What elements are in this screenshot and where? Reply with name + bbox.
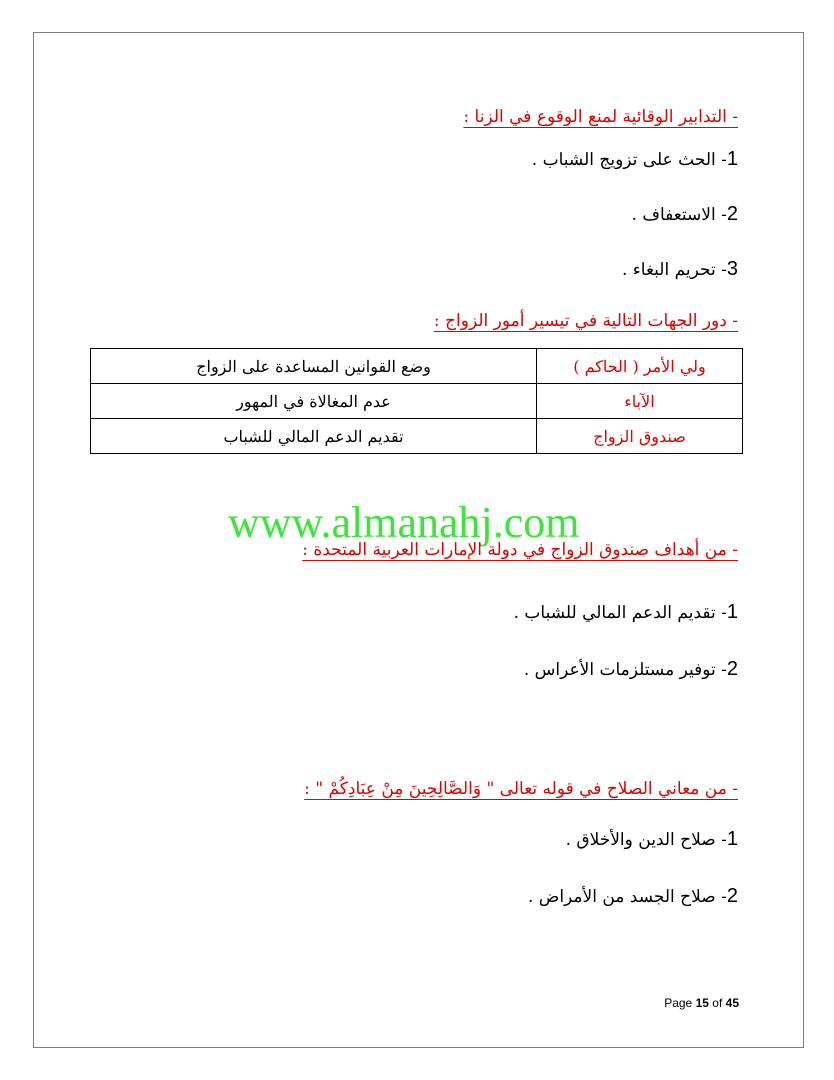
item-number: 1	[726, 828, 738, 850]
heading-marriage-fund-goals: - من أهداف صندوق الزواج في دولة الإمارات العربية المتحدة :	[302, 540, 738, 560]
table-row	[91, 349, 743, 384]
item-number: 3	[726, 258, 738, 280]
page-prefix: Page	[664, 996, 693, 1010]
item-number: 2	[726, 658, 738, 680]
item-text: - تحريم البغاء .	[621, 260, 727, 280]
item-number: 2	[726, 885, 738, 907]
current-page: 15	[695, 996, 709, 1010]
table-row	[91, 419, 743, 454]
item-text: - صلاح الدين والأخلاق .	[565, 830, 727, 850]
table-cell-role: تقديم الدعم المالي للشباب	[91, 419, 537, 454]
item-text: - الاستعفاف .	[631, 205, 727, 225]
item-number: 1	[726, 601, 738, 623]
heading-preventive-measures: - التدابير الوقائية لمنع الوقوع في الزنا :	[463, 107, 738, 127]
table-cell-role: وضع القوانين المساعدة على الزواج	[91, 349, 537, 384]
item-text: - توفير مستلزمات الأعراس .	[523, 660, 727, 680]
list-item	[566, 828, 738, 851]
item-text: - تقديم الدعم المالي للشباب .	[513, 603, 727, 623]
heading-marriage-roles: - دور الجهات التالية في تيسير أمور الزواج :	[433, 311, 738, 331]
table-cell-entity: الآباء	[537, 384, 743, 419]
item-text: - الحث على تزويج الشباب .	[531, 150, 727, 170]
table-cell-entity: صندوق الزواج	[537, 419, 743, 454]
table-cell-role: عدم المغالاة في المهور	[91, 384, 537, 419]
list-item	[622, 258, 738, 281]
item-number: 2	[726, 203, 738, 225]
page-number	[664, 996, 739, 1010]
total-pages: 45	[725, 996, 739, 1010]
page-of: of	[712, 996, 723, 1010]
list-item	[632, 203, 738, 226]
heading-meanings-of-righteousness: - من معاني الصلاح في قوله تعالى " وَالصَّالِحِينَ مِنْ عِبَادِكُمْ " :	[304, 779, 738, 799]
list-item	[514, 601, 738, 624]
roles-table	[90, 348, 743, 454]
table-cell-entity: ولي الأمر ( الحاكم )	[537, 349, 743, 384]
list-item	[528, 885, 738, 908]
item-number: 1	[726, 148, 738, 170]
item-text: - صلاح الجسد من الأمراض .	[527, 887, 727, 907]
table-row	[91, 384, 743, 419]
list-item	[532, 148, 738, 171]
list-item	[524, 658, 738, 681]
watermark-link[interactable]: www.almanahj.com	[228, 498, 580, 547]
